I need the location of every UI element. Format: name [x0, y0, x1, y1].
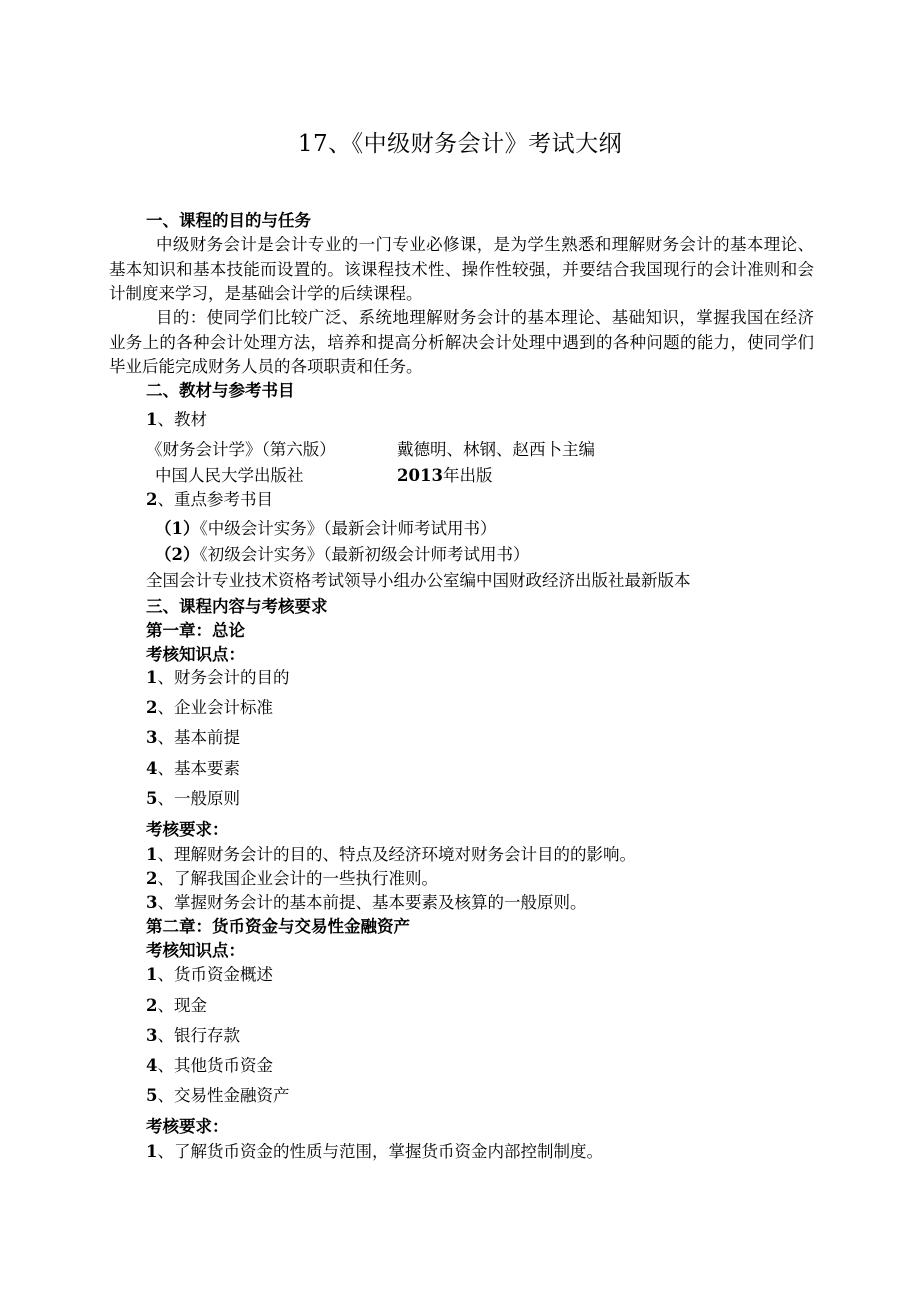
chapter-1-point — [146, 788, 240, 810]
list-text: 、货币资金概述 — [157, 965, 273, 984]
list-number: 2 — [146, 490, 158, 509]
list-text: 、重点参考书目 — [157, 490, 273, 509]
list-number: 1 — [146, 845, 158, 864]
list-text: 《中级会计实务》（最新会计师考试用书） — [199, 519, 497, 538]
list-text: 、企业会计标准 — [157, 698, 273, 717]
chapter-1-requirement — [146, 892, 586, 914]
book-publish-year — [397, 465, 492, 487]
list-text: 、基本要素 — [157, 759, 240, 778]
list-number: 4 — [146, 1056, 158, 1075]
book-publisher: 中国人民大学出版社 — [155, 466, 304, 485]
list-text: 、银行存款 — [157, 1026, 240, 1045]
section-2-heading: 二、教材与参考书目 — [146, 381, 295, 400]
list-number: 5 — [146, 789, 158, 808]
chapter-1-requirement — [146, 868, 438, 890]
list-number: 1 — [146, 410, 158, 429]
list-text: 、现金 — [157, 996, 207, 1015]
list-text: 、基本前提 — [157, 728, 240, 747]
list-number: 2 — [146, 996, 158, 1015]
chapter-1-requirement — [146, 844, 636, 866]
list-text: 、理解财务会计的目的、特点及经济环境对财务会计目的的影响。 — [157, 845, 636, 864]
list-number: 5 — [146, 1086, 158, 1105]
section-3-heading: 三、课程内容与考核要求 — [146, 597, 328, 616]
chapter-2-point — [146, 1085, 289, 1107]
list-number: 1 — [146, 668, 158, 687]
chapter-2-title: 第二章：货币资金与交易性金融资产 — [146, 917, 410, 936]
chapter-1-point — [146, 758, 240, 780]
year-number: 2013 — [397, 466, 443, 485]
chapter-1-requirements-label: 考核要求： — [146, 820, 229, 839]
reference-note: 全国会计专业技术资格考试领导小组办公室编中国财政经济出版社最新版本 — [146, 571, 691, 590]
textbook-label — [146, 409, 207, 431]
list-text: 、财务会计的目的 — [157, 668, 290, 687]
reference-label — [146, 489, 273, 511]
list-number: 2 — [146, 869, 158, 888]
list-number: 3 — [146, 728, 158, 747]
section-1-paragraph-2: 目的：使同学们比较广泛、系统地理解财务会计的基本理论、基础知识，掌握我国在经济业务上的各种会计处理方法，培养和提高分析解决会计处理中遇到的各种问题的能力，使同学们毕业后能完成财务人员的各项职责和任务。 — [109, 308, 814, 376]
list-text: 、其他货币资金 — [157, 1056, 273, 1075]
chapter-2-requirement — [146, 1141, 603, 1163]
chapter-2-point — [146, 1025, 240, 1047]
list-text: 、一般原则 — [157, 789, 240, 808]
list-text: 、掌握财务会计的基本前提、基本要素及核算的一般原则。 — [157, 893, 587, 912]
list-text: 、教材 — [157, 410, 207, 429]
section-1-paragraph-1: 中级财务会计是会计专业的一门专业必修课，是为学生熟悉和理解财务会计的基本理论、基本知识和基本技能而设置的。该课程技术性、操作性较强，并要结合我国现行的会计准则和会计制度来学习，是基础会计学的后续课程。 — [109, 235, 814, 303]
book-authors: 戴德明、林钢、赵西卜主编 — [397, 440, 595, 459]
list-number: 4 — [146, 759, 158, 778]
list-text: 《初级会计实务》（最新初级会计师考试用书） — [199, 545, 530, 564]
list-text: 、了解我国企业会计的一些执行准则。 — [157, 869, 438, 888]
chapter-1-point — [146, 667, 289, 689]
list-number: 3 — [146, 1026, 158, 1045]
chapter-1-title: 第一章：总论 — [146, 621, 245, 640]
chapter-1-points-label: 考核知识点： — [146, 645, 245, 664]
section-1-heading: 一、课程的目的与任务 — [146, 211, 311, 230]
chapter-2-points-label: 考核知识点： — [146, 941, 245, 960]
list-number: 2 — [146, 698, 158, 717]
list-number: 1 — [146, 1142, 158, 1161]
chapter-1-point — [146, 697, 273, 719]
chapter-2-requirements-label: 考核要求： — [146, 1117, 229, 1136]
chapter-2-point — [146, 1055, 273, 1077]
chapter-2-point — [146, 964, 273, 986]
book-title: 《财务会计学》（第六版） — [146, 440, 336, 459]
list-text: 、了解货币资金的性质与范围，掌握货币资金内部控制制度。 — [157, 1142, 603, 1161]
chapter-1-point — [146, 727, 240, 749]
document-title: 17、《中级财务会计》考试大纲 — [297, 131, 623, 157]
year-suffix: 年出版 — [442, 466, 493, 485]
reference-item-1 — [155, 518, 496, 540]
list-text: 、交易性金融资产 — [157, 1086, 290, 1105]
reference-item-2 — [155, 544, 529, 566]
chapter-2-point — [146, 995, 207, 1017]
list-number: （1） — [155, 519, 200, 538]
list-number: 1 — [146, 965, 158, 984]
list-number: （2） — [155, 545, 200, 564]
list-number: 3 — [146, 893, 158, 912]
